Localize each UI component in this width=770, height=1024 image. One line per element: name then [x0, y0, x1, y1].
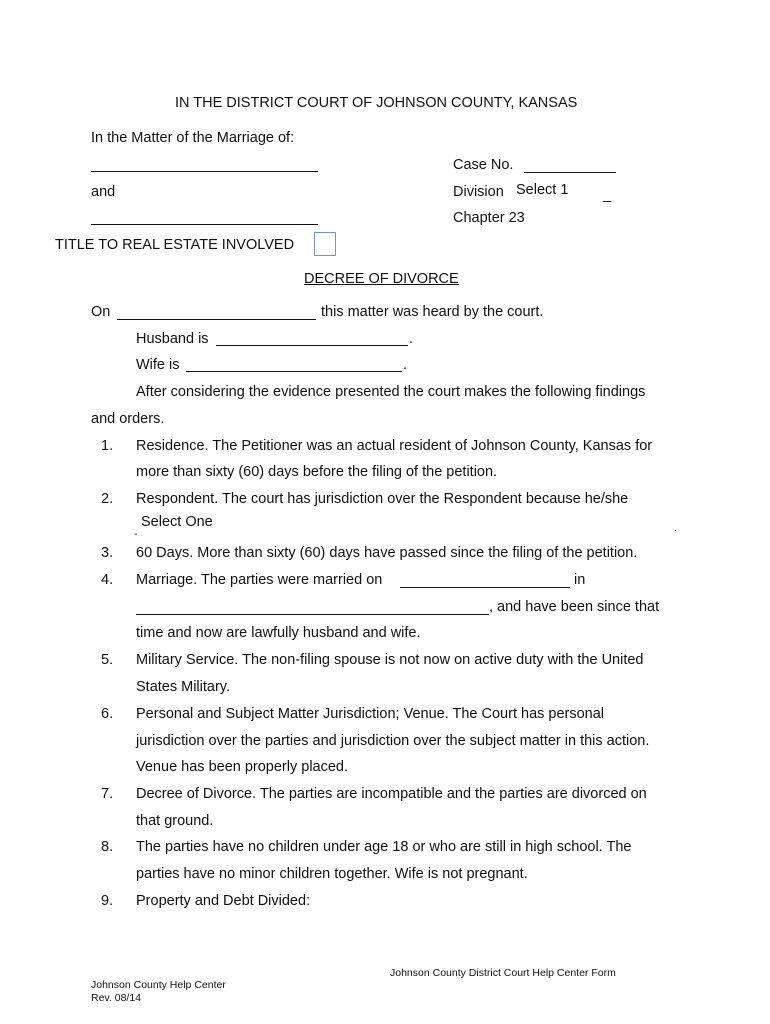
item-6-line-1: Personal and Subject Matter Jurisdiction; Venue. The Court has personal	[136, 706, 605, 722]
item-1-number: 1.	[101, 438, 114, 454]
spouse-1-name-field[interactable]	[91, 157, 318, 172]
spouse-2-name-field[interactable]	[91, 210, 318, 225]
heard-text: this matter was heard by the court.	[321, 304, 544, 320]
item-2-mark-right: .	[674, 522, 677, 534]
footer-revision: Rev. 08/14	[91, 992, 142, 1004]
item-2-line-1: Respondent. The court has jurisdiction over the Respondent because he/she	[136, 491, 629, 507]
husband-label: Husband is	[136, 331, 209, 347]
title-real-estate-label: TITLE TO REAL ESTATE INVOLVED	[55, 237, 295, 253]
footer-help-center: Johnson County Help Center	[91, 979, 226, 991]
wife-field[interactable]	[186, 357, 402, 372]
case-no-label: Case No.	[453, 157, 514, 173]
item-4-line-1b: in	[574, 572, 586, 588]
item-4-number: 4.	[101, 572, 114, 588]
decree-heading: DECREE OF DIVORCE	[304, 271, 459, 287]
item-5-line-1: Military Service. The non-filing spouse is not now on active duty with the United	[136, 652, 644, 668]
findings-intro-cont: and orders.	[91, 411, 165, 427]
matter-label: In the Matter of the Marriage of:	[91, 130, 295, 146]
and-label: and	[91, 184, 116, 200]
item-3-number: 3.	[101, 545, 114, 561]
item-1-line-1: Residence. The Petitioner was an actual resident of Johnson County, Kansas for	[136, 438, 653, 454]
item-5-line-2: States Military.	[136, 679, 231, 695]
husband-period: .	[409, 331, 414, 347]
item-7-line-2: that ground.	[136, 813, 214, 829]
item-8-line-2: parties have no minor children together. Wife is not pregnant.	[136, 866, 528, 882]
item-3-line-1: 60 Days. More than sixty (60) days have passed since the filing of the petition.	[136, 545, 638, 561]
court-title: IN THE DISTRICT COURT OF JOHNSON COUNTY, KANSAS	[175, 95, 578, 111]
findings-intro: After considering the evidence presented the court makes the following findings	[136, 384, 646, 400]
husband-field[interactable]	[216, 331, 408, 346]
marriage-place-field[interactable]	[136, 600, 489, 615]
respondent-select[interactable]: Select One	[141, 514, 213, 530]
item-8-line-1: The parties have no children under age 18 or who are still in high school. The	[136, 839, 632, 855]
item-4-line-1a: Marriage. The parties were married on	[136, 572, 383, 588]
item-1-line-2: more than sixty (60) days before the filing of the petition.	[136, 464, 498, 480]
item-7-line-1: Decree of Divorce. The parties are incompatible and the parties are divorced on	[136, 786, 647, 802]
item-4-line-3: time and now are lawfully husband and wife.	[136, 625, 421, 641]
title-real-estate-checkbox[interactable]	[314, 232, 336, 256]
item-2-number: 2.	[101, 491, 114, 507]
item-6-number: 6.	[101, 706, 114, 722]
item-8-number: 8.	[101, 839, 114, 855]
item-4-line-2b: , and have been since that	[489, 599, 660, 615]
marriage-date-field[interactable]	[400, 573, 570, 588]
division-select[interactable]: Select 1	[516, 182, 569, 198]
wife-label: Wife is	[136, 357, 180, 373]
chapter-label: Chapter 23	[453, 210, 525, 226]
item-2-mark-left: -	[134, 528, 138, 540]
item-6-line-3: Venue has been properly placed.	[136, 759, 349, 775]
division-label: Division	[453, 184, 504, 200]
item-9-number: 9.	[101, 893, 114, 909]
on-label: On	[91, 304, 111, 320]
division-suffix: _	[603, 187, 612, 203]
wife-period: .	[403, 357, 408, 373]
item-6-line-2: jurisdiction over the parties and jurisdiction over the subject matter in this action.	[136, 733, 650, 749]
footer-form-name: Johnson County District Court Help Center Form	[390, 967, 616, 979]
hearing-date-field[interactable]	[117, 305, 316, 320]
item-9-line-1: Property and Debt Divided:	[136, 893, 311, 909]
case-no-field[interactable]	[524, 158, 616, 173]
item-5-number: 5.	[101, 652, 114, 668]
item-7-number: 7.	[101, 786, 114, 802]
